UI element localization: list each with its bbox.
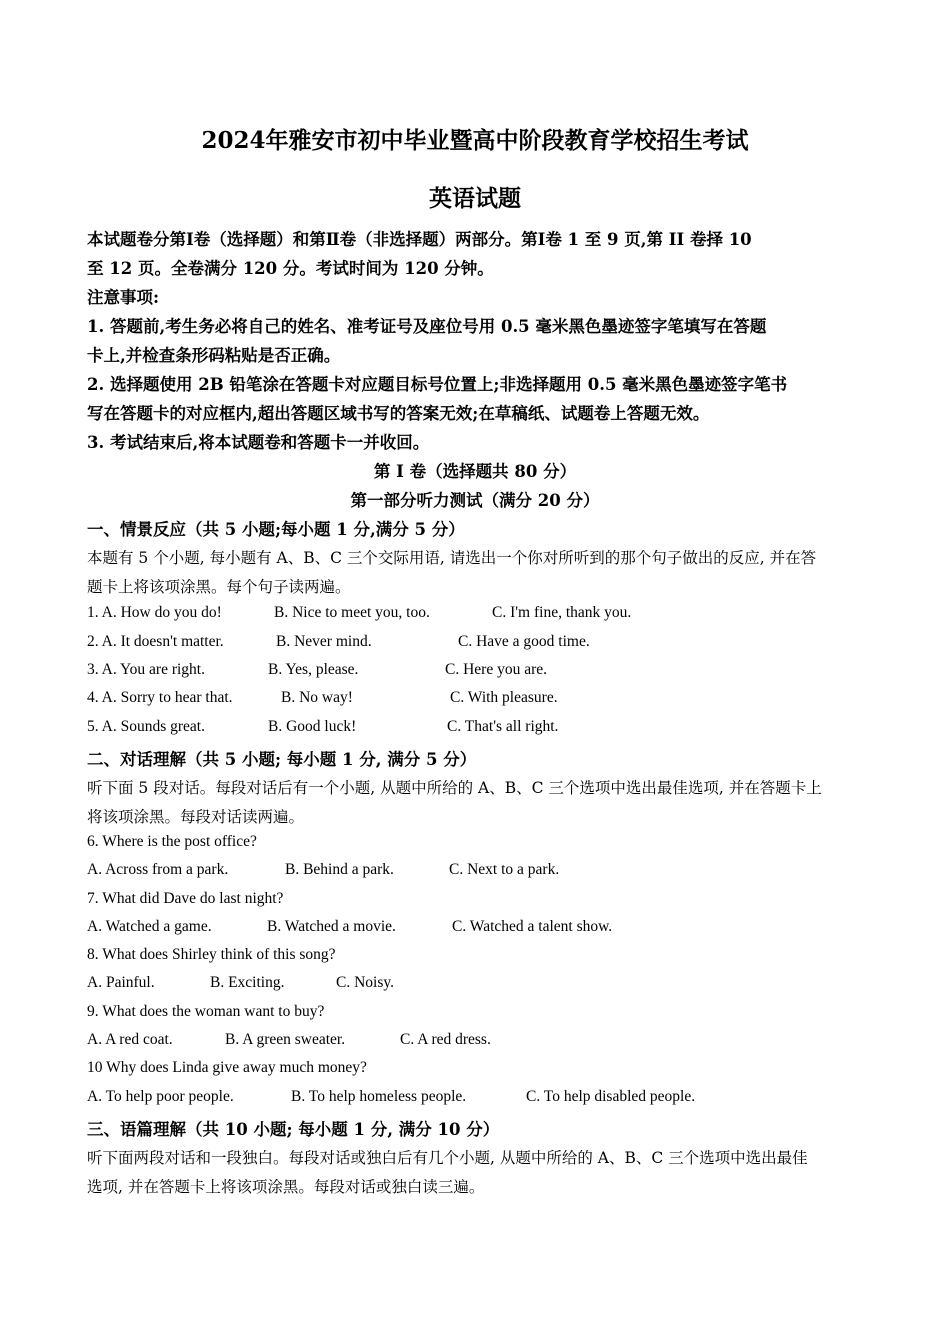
q3-option-a: 3. A. You are right. [87, 661, 205, 678]
q6-option-a: A. Across from a park. [87, 861, 229, 878]
intro-line-2: 至 12 页。全卷满分 120 分。考试时间为 120 分钟。 [87, 259, 494, 278]
q9-option-b: B. A green sweater. [225, 1031, 346, 1048]
q3-option-b: B. Yes, please. [268, 661, 359, 678]
volume-title: 第 I 卷（选择题共 80 分） [373, 462, 577, 481]
exam-subtitle: 英语试题 [429, 185, 521, 212]
section-1-instruction-2: 题卡上将该项涂黑。每个句子读两遍。 [87, 578, 351, 596]
q8-question: 8. What does Shirley think of this song? [87, 946, 336, 963]
section-2-instruction-2: 将该项涂黑。每段对话读两遍。 [87, 808, 305, 826]
note-2-line-2: 写在答题卡的对应框内,超出答题区域书写的答案无效;在草稿纸、试题卷上答题无效。 [87, 404, 710, 423]
q2-option-b: B. Never mind. [276, 633, 372, 650]
section-1-heading: 一、情景反应（共 5 小题;每小题 1 分,满分 5 分） [87, 520, 465, 539]
q4-option-c: C. With pleasure. [450, 689, 558, 706]
q10-option-c: C. To help disabled people. [526, 1088, 696, 1105]
q1-option-a: 1. A. How do you do! [87, 604, 222, 621]
section-2-heading: 二、对话理解（共 5 小题; 每小题 1 分, 满分 5 分） [87, 750, 477, 769]
q1-option-c: C. I'm fine, thank you. [492, 604, 632, 621]
note-3: 3. 考试结束后,将本试题卷和答题卡一并收回。 [87, 433, 430, 452]
q4-option-b: B. No way! [281, 689, 353, 706]
q10-option-a: A. To help poor people. [87, 1088, 234, 1105]
q5-option-a: 5. A. Sounds great. [87, 718, 205, 735]
q9-option-a: A. A red coat. [87, 1031, 173, 1048]
q8-option-c: C. Noisy. [336, 974, 394, 991]
q6-option-c: C. Next to a park. [449, 861, 560, 878]
exam-title: 2024年雅安市初中毕业暨高中阶段教育学校招生考试 [201, 127, 749, 154]
intro-line-1: 本试题卷分第Ⅰ卷（选择题）和第Ⅱ卷（非选择题）两部分。第Ⅰ卷 1 至 9 页,第 II 卷择 10 [87, 230, 752, 249]
q5-option-c: C. That's all right. [447, 718, 559, 735]
q4-option-a: 4. A. Sorry to hear that. [87, 689, 233, 706]
q5-option-b: B. Good luck! [268, 718, 357, 735]
section-3-instruction-2: 选项, 并在答题卡上将该项涂黑。每段对话或独白读三遍。 [87, 1178, 485, 1196]
q9-question: 9. What does the woman want to buy? [87, 1003, 325, 1020]
q3-option-c: C. Here you are. [445, 661, 547, 678]
q7-question: 7. What did Dave do last night? [87, 890, 284, 907]
section-3-heading: 三、语篇理解（共 10 小题; 每小题 1 分, 满分 10 分） [87, 1120, 500, 1139]
q1-option-b: B. Nice to meet you, too. [274, 604, 430, 621]
q6-question: 6. Where is the post office? [87, 833, 257, 850]
notice-title: 注意事项: [87, 288, 160, 307]
note-2-line-1: 2. 选择题使用 2B 铅笔涂在答题卡对应题目标号位置上;非选择题用 0.5 毫米黑色墨迹签字笔书 [87, 375, 788, 394]
q2-option-c: C. Have a good time. [458, 633, 590, 650]
q8-option-b: B. Exciting. [210, 974, 285, 991]
q10-question: 10 Why does Linda give away much money? [87, 1059, 367, 1076]
section-1-instruction-1: 本题有 5 个小题, 每小题有 A、B、C 三个交际用语, 请选出一个你对所听到的那个句子做出的反应, 并在答 [87, 549, 817, 567]
q7-option-b: B. Watched a movie. [267, 918, 396, 935]
q6-option-b: B. Behind a park. [285, 861, 394, 878]
q7-option-a: A. Watched a game. [87, 918, 212, 935]
q2-option-a: 2. A. It doesn't matter. [87, 633, 224, 650]
q8-option-a: A. Painful. [87, 974, 155, 991]
note-1-line-2: 卡上,并检查条形码粘贴是否正确。 [87, 346, 341, 365]
section-2-instruction-1: 听下面 5 段对话。每段对话后有一个小题, 从题中所给的 A、B、C 三个选项中选出最佳选项, 并在答题卡上 [87, 779, 822, 797]
q10-option-b: B. To help homeless people. [291, 1088, 467, 1105]
note-1-line-1: 1. 答题前,考生务必将自己的姓名、准考证号及座位号用 0.5 毫米黑色墨迹签字笔填写在答题 [87, 317, 767, 336]
section-3-instruction-1: 听下面两段对话和一段独白。每段对话或独白后有几个小题, 从题中所给的 A、B、C 三个选项中选出最佳 [87, 1149, 808, 1167]
q9-option-c: C. A red dress. [400, 1031, 491, 1048]
q7-option-c: C. Watched a talent show. [452, 918, 613, 935]
part-1-title: 第一部分听力测试（满分 20 分） [350, 491, 600, 510]
